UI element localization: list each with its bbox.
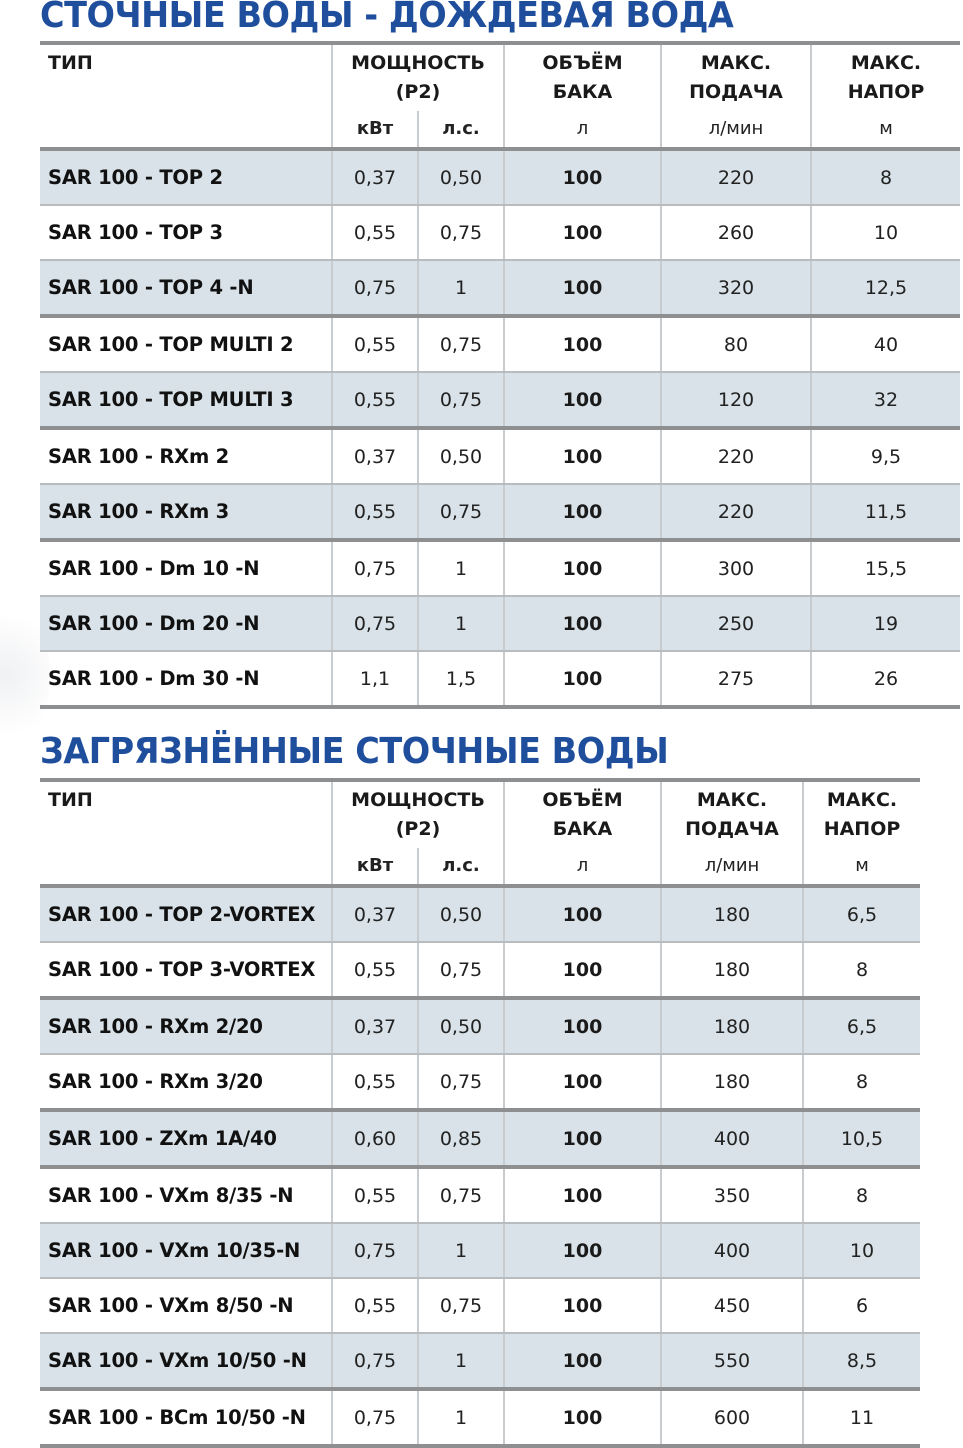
cell-model-name: SAR 100 - Dm 20 -N [40,596,332,651]
header-head-line1: МАКС. [850,52,922,74]
cell-tank-volume: 100 [504,1110,661,1167]
cell-max-flow: 180 [661,886,803,942]
cell-power-kw: 0,75 [332,540,418,596]
cell-max-flow: 180 [661,942,803,998]
cell-max-head: 11 [803,1389,920,1446]
cell-model-name: SAR 100 - RXm 2 [40,428,332,484]
cell-max-flow: 320 [661,260,811,316]
header-head [811,43,960,111]
cell-max-flow: 400 [661,1223,803,1278]
header-power-line2: (P2) [395,81,441,103]
cell-tank-volume: 100 [504,540,661,596]
cell-max-flow: 260 [661,205,811,260]
table-row [40,651,960,707]
cell-model-name: SAR 100 - Dm 10 -N [40,540,332,596]
cell-model-name: SAR 100 - TOP MULTI 2 [40,316,332,372]
section-title-rainwater: СТОЧНЫЕ ВОДЫ - ДОЖДЕВАЯ ВОДА [40,0,734,36]
cell-max-head: 12,5 [811,260,960,316]
cell-model-name: SAR 100 - VXm 8/35 -N [40,1167,332,1223]
table-row [40,1110,920,1167]
cell-tank-volume: 100 [504,1167,661,1223]
cell-max-flow: 80 [661,316,811,372]
cell-model-name: SAR 100 - BCm 10/50 -N [40,1389,332,1446]
table-row [40,942,920,998]
table-row [40,428,960,484]
cell-power-hp: 0,75 [418,205,504,260]
table-row [40,372,960,428]
cell-max-head: 10,5 [803,1110,920,1167]
cell-max-head: 8 [803,1167,920,1223]
unit-kw: кВт [332,848,418,886]
cell-tank-volume: 100 [504,484,661,540]
spec-table-dirty-wastewater [40,778,920,1448]
header-tank-line2: БАКА [552,818,613,840]
cell-power-hp: 0,85 [418,1110,504,1167]
cell-tank-volume: 100 [504,1278,661,1333]
cell-power-kw: 0,55 [332,1167,418,1223]
cell-max-flow: 180 [661,998,803,1054]
cell-power-hp: 0,75 [418,1278,504,1333]
cell-tank-volume: 100 [504,942,661,998]
cell-power-hp: 1,5 [418,651,504,707]
header-power [332,780,504,848]
section-title-dirty-wastewater: ЗАГРЯЗНЁННЫЕ СТОЧНЫЕ ВОДЫ [40,731,669,772]
cell-max-flow: 250 [661,596,811,651]
header-type: ТИП [40,43,332,111]
cell-tank-volume: 100 [504,1223,661,1278]
header-head-line2: НАПОР [823,818,901,840]
cell-power-kw: 0,55 [332,205,418,260]
cell-tank-volume: 100 [504,886,661,942]
unit-head: м [811,111,960,149]
cell-model-name: SAR 100 - TOP MULTI 3 [40,372,332,428]
unit-kw: кВт [332,111,418,149]
cell-max-head: 10 [811,205,960,260]
cell-power-hp: 0,75 [418,1167,504,1223]
cell-model-name: SAR 100 - RXm 3 [40,484,332,540]
unit-flow: л/мин [661,111,811,149]
cell-tank-volume: 100 [504,260,661,316]
cell-model-name: SAR 100 - RXm 2/20 [40,998,332,1054]
cell-power-hp: 1 [418,1223,504,1278]
unit-hp: л.с. [418,848,504,886]
cell-power-kw: 0,75 [332,1223,418,1278]
header-tank [504,43,661,111]
cell-power-kw: 0,55 [332,942,418,998]
cell-tank-volume: 100 [504,149,661,205]
cell-tank-volume: 100 [504,372,661,428]
cell-power-kw: 0,75 [332,1389,418,1446]
header-head [803,780,920,848]
cell-max-head: 15,5 [811,540,960,596]
cell-max-flow: 120 [661,372,811,428]
cell-max-flow: 400 [661,1110,803,1167]
cell-power-kw: 0,37 [332,886,418,942]
cell-max-head: 6,5 [803,998,920,1054]
cell-power-kw: 0,55 [332,1278,418,1333]
table-row [40,1054,920,1110]
cell-power-hp: 0,75 [418,372,504,428]
cell-power-hp: 1 [418,1389,504,1446]
cell-max-flow: 220 [661,484,811,540]
table-row [40,205,960,260]
cell-max-head: 10 [803,1223,920,1278]
cell-power-hp: 1 [418,540,504,596]
cell-power-hp: 0,50 [418,998,504,1054]
header-tank-line1: ОБЪЁМ [542,789,623,811]
header-power-line1: МОЩНОСТЬ [351,789,485,811]
cell-power-hp: 1 [418,1333,504,1389]
table-row [40,484,960,540]
header-type: ТИП [40,780,332,848]
unit-head: м [803,848,920,886]
cell-model-name: SAR 100 - VXm 10/35-N [40,1223,332,1278]
table-row [40,316,960,372]
cell-model-name: SAR 100 - TOP 2-VORTEX [40,886,332,942]
cell-max-flow: 300 [661,540,811,596]
cell-tank-volume: 100 [504,998,661,1054]
table-row [40,260,960,316]
cell-tank-volume: 100 [504,205,661,260]
cell-max-head: 8 [803,942,920,998]
cell-power-kw: 0,55 [332,484,418,540]
cell-model-name: SAR 100 - RXm 3/20 [40,1054,332,1110]
cell-power-hp: 0,50 [418,428,504,484]
cell-power-kw: 0,37 [332,428,418,484]
header-type-unit [40,848,332,886]
cell-power-kw: 0,60 [332,1110,418,1167]
header-type-unit [40,111,332,149]
cell-power-kw: 1,1 [332,651,418,707]
cell-tank-volume: 100 [504,1333,661,1389]
header-flow [661,43,811,111]
cell-power-hp: 0,75 [418,484,504,540]
cell-power-kw: 0,75 [332,260,418,316]
header-flow [661,780,803,848]
header-head-line2: НАПОР [847,81,925,103]
header-flow-line2: ПОДАЧА [689,81,783,103]
cell-tank-volume: 100 [504,596,661,651]
cell-power-kw: 0,37 [332,998,418,1054]
table-row [40,886,920,942]
table-row [40,1389,920,1446]
cell-max-flow: 550 [661,1333,803,1389]
unit-hp: л.с. [418,111,504,149]
cell-power-hp: 0,50 [418,149,504,205]
cell-max-head: 19 [811,596,960,651]
table-row [40,1333,920,1389]
header-power [332,43,504,111]
cell-max-flow: 350 [661,1167,803,1223]
header-tank [504,780,661,848]
cell-power-hp: 0,75 [418,1054,504,1110]
unit-flow: л/мин [661,848,803,886]
cell-model-name: SAR 100 - VXm 10/50 -N [40,1333,332,1389]
header-tank-line1: ОБЪЁМ [542,52,623,74]
cell-tank-volume: 100 [504,1054,661,1110]
cell-model-name: SAR 100 - TOP 3-VORTEX [40,942,332,998]
cell-model-name: SAR 100 - VXm 8/50 -N [40,1278,332,1333]
cell-max-flow: 600 [661,1389,803,1446]
header-tank-line2: БАКА [552,81,613,103]
cell-power-kw: 0,55 [332,372,418,428]
cell-max-head: 9,5 [811,428,960,484]
table-row [40,149,960,205]
header-flow-line2: ПОДАЧА [685,818,779,840]
cell-tank-volume: 100 [504,1389,661,1446]
cell-model-name: SAR 100 - TOP 3 [40,205,332,260]
unit-tank: л [504,111,661,149]
cell-max-flow: 180 [661,1054,803,1110]
cell-max-head: 6,5 [803,886,920,942]
cell-power-hp: 0,75 [418,316,504,372]
table-row [40,998,920,1054]
spec-table-rainwater [40,41,960,709]
cell-model-name: SAR 100 - ZXm 1A/40 [40,1110,332,1167]
table-row [40,1223,920,1278]
cell-max-head: 8 [803,1054,920,1110]
cell-model-name: SAR 100 - TOP 4 -N [40,260,332,316]
cell-tank-volume: 100 [504,316,661,372]
cell-power-kw: 0,75 [332,1333,418,1389]
cell-power-kw: 0,37 [332,149,418,205]
table-row [40,596,960,651]
table-row [40,540,960,596]
cell-max-head: 8,5 [803,1333,920,1389]
header-head-line1: МАКС. [826,789,898,811]
cell-max-head: 11,5 [811,484,960,540]
cell-power-kw: 0,55 [332,316,418,372]
cell-max-flow: 450 [661,1278,803,1333]
cell-power-hp: 0,50 [418,886,504,942]
cell-max-head: 32 [811,372,960,428]
cell-max-flow: 275 [661,651,811,707]
cell-power-hp: 1 [418,260,504,316]
cell-tank-volume: 100 [504,651,661,707]
table-row [40,1167,920,1223]
cell-power-kw: 0,75 [332,596,418,651]
cell-model-name: SAR 100 - TOP 2 [40,149,332,205]
cell-power-kw: 0,55 [332,1054,418,1110]
cell-max-head: 6 [803,1278,920,1333]
unit-tank: л [504,848,661,886]
table-row [40,1278,920,1333]
cell-max-head: 8 [811,149,960,205]
header-power-line2: (P2) [395,818,441,840]
cell-tank-volume: 100 [504,428,661,484]
header-flow-line1: МАКС. [700,52,772,74]
cell-max-head: 40 [811,316,960,372]
cell-max-head: 26 [811,651,960,707]
cell-power-hp: 1 [418,596,504,651]
cell-power-hp: 0,75 [418,942,504,998]
cell-max-flow: 220 [661,428,811,484]
cell-model-name: SAR 100 - Dm 30 -N [40,651,332,707]
cell-max-flow: 220 [661,149,811,205]
header-flow-line1: МАКС. [696,789,768,811]
header-power-line1: МОЩНОСТЬ [351,52,485,74]
